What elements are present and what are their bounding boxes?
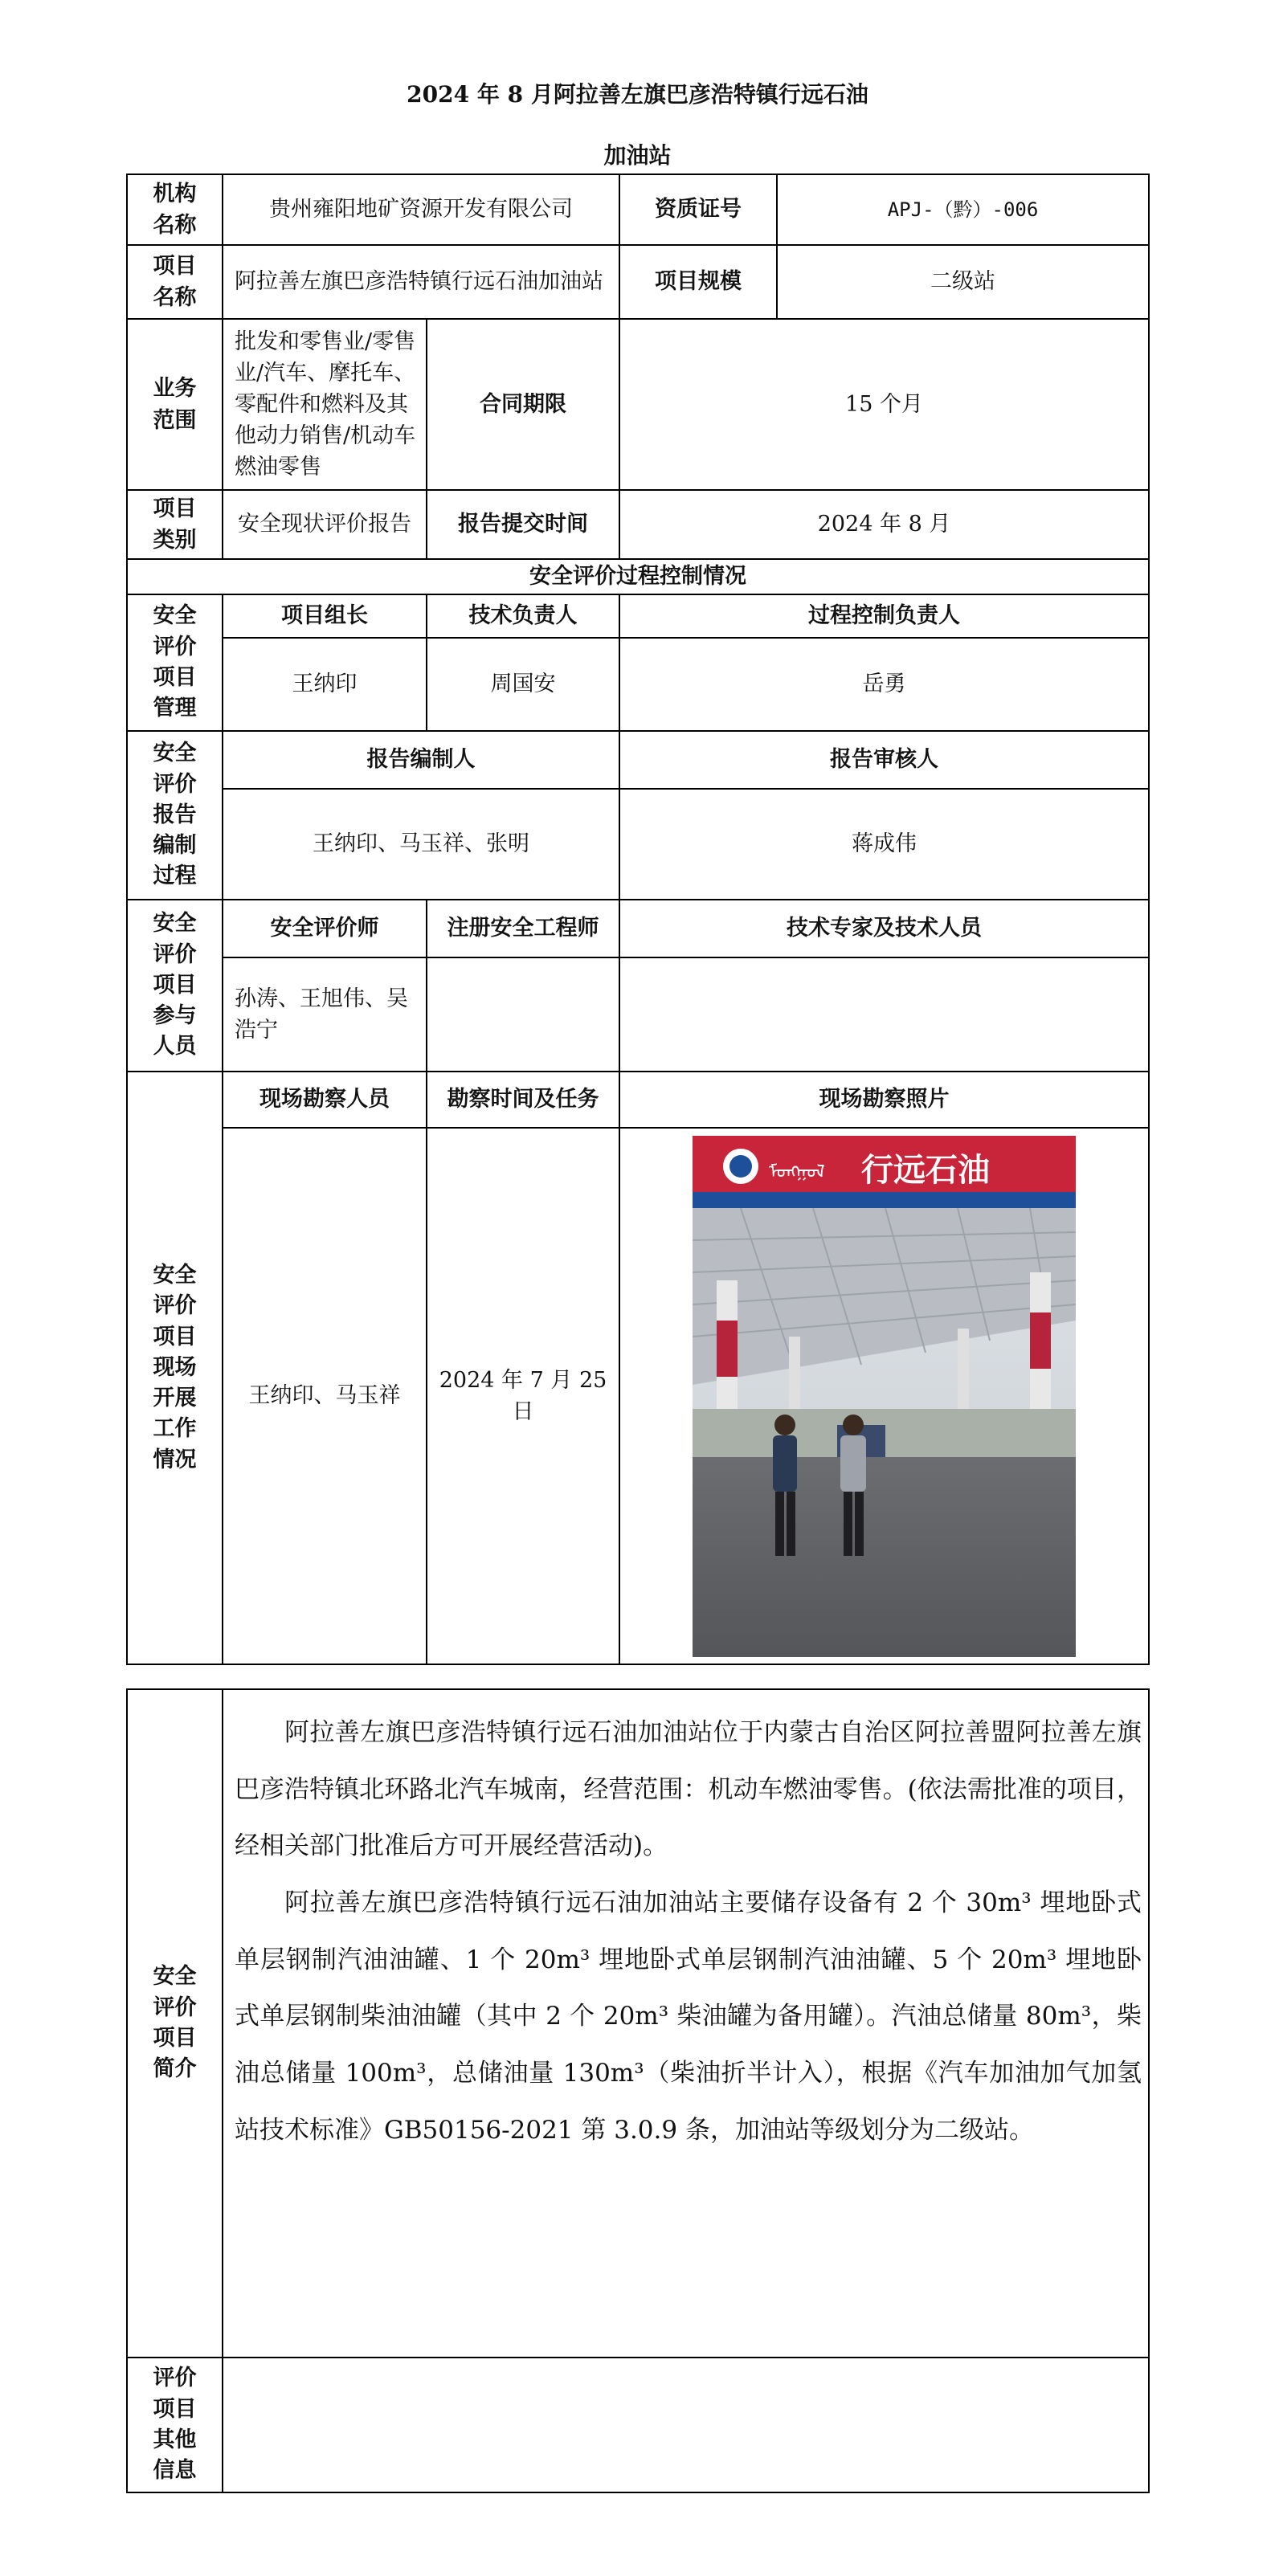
period-value: 15 个月 bbox=[619, 319, 1149, 490]
intro-table bbox=[126, 1688, 1150, 2493]
info-table bbox=[126, 174, 1150, 1665]
site-photo-cell bbox=[619, 1128, 1149, 1664]
cert-label: 资质证号 bbox=[619, 174, 777, 245]
staff-h2: 注册安全工程师 bbox=[427, 900, 619, 957]
site-h1: 现场勘察人员 bbox=[223, 1072, 427, 1128]
mgmt-h2: 技术负责人 bbox=[427, 594, 619, 638]
staff-h1: 安全评价师 bbox=[223, 900, 427, 957]
other-label: 评价 项目 其他 信息 bbox=[127, 2358, 223, 2492]
staff-v3 bbox=[619, 957, 1149, 1072]
type-value: 安全现状评价报告 bbox=[223, 490, 427, 559]
period-label: 合同期限 bbox=[427, 319, 619, 490]
scale-value: 二级站 bbox=[777, 245, 1149, 319]
report-h2: 报告审核人 bbox=[619, 731, 1149, 789]
staff-v2 bbox=[427, 957, 619, 1072]
submit-label: 报告提交时间 bbox=[427, 490, 619, 559]
intro-text bbox=[223, 1689, 1149, 2358]
site-h2: 勘察时间及任务 bbox=[427, 1072, 619, 1128]
report-label: 安全 评价 报告 编制 过程 bbox=[127, 731, 223, 900]
mgmt-h3: 过程控制负责人 bbox=[619, 594, 1149, 638]
mgmt-v3: 岳勇 bbox=[619, 638, 1149, 731]
org-label: 机构 名称 bbox=[127, 174, 223, 245]
type-label: 项目 类别 bbox=[127, 490, 223, 559]
site-v2: 2024 年 7 月 25 日 bbox=[427, 1128, 619, 1664]
intro-p1: 阿拉善左旗巴彦浩特镇行远石油加油站位于内蒙古自治区阿拉善盟阿拉善左旗巴彦浩特镇北环路北汽车城南，经营范围：机动车燃油零售。(依法需批准的项目，经相关部门批准后方可开展经营活动)。 bbox=[235, 1718, 1142, 1861]
mgmt-h1: 项目组长 bbox=[223, 594, 427, 638]
intro-p2: 阿拉善左旗巴彦浩特镇行远石油加油站主要储存设备有 2 个 30m³ 埋地卧式单层钢制汽油油罐、1 个 20m³ 埋地卧式单层钢制汽油油罐、5 个 20m³ 埋地卧式单层钢制柴油油罐（其中 2 个 20m³ 柴油罐为备用罐）。汽油总储量 80m³，柴油总储量 100m³，总储油量 130m³（柴油折半计入），根据《汽车加油加气加氢站技术标准》GB50156-2021 第 3.0.9 条，加油站等级划分为二级站。 bbox=[235, 1888, 1142, 2145]
mgmt-v1: 王纳印 bbox=[223, 638, 427, 731]
photo-sign-text: 行远石油 bbox=[861, 1151, 991, 1189]
report-h1: 报告编制人 bbox=[223, 731, 619, 789]
scope-value: 批发和零售业/零售业/汽车、摩托车、零配件和燃料及其他动力销售/机动车燃油零售 bbox=[223, 319, 427, 490]
cert-value: APJ-（黔）-006 bbox=[777, 174, 1149, 245]
site-label: 安全 评价 项目 现场 开展 工作 情况 bbox=[127, 1072, 223, 1664]
project-label: 项目 名称 bbox=[127, 245, 223, 319]
site-v1: 王纳印、马玉祥 bbox=[223, 1128, 427, 1664]
intro-label: 安全 评价 项目 简介 bbox=[127, 1689, 223, 2358]
mgmt-label: 安全 评价 项目 管理 bbox=[127, 594, 223, 731]
process-heading: 安全评价过程控制情况 bbox=[127, 559, 1149, 594]
other-value bbox=[223, 2358, 1149, 2492]
staff-v1: 孙涛、王旭伟、吴浩宁 bbox=[223, 957, 427, 1072]
scale-label: 项目规模 bbox=[619, 245, 777, 319]
scope-label: 业务 范围 bbox=[127, 319, 223, 490]
project-value: 阿拉善左旗巴彦浩特镇行远石油加油站 bbox=[223, 245, 619, 319]
doc-title-line2: 加油站 bbox=[603, 142, 672, 169]
report-v1: 王纳印、马玉祥、张明 bbox=[223, 789, 619, 900]
mgmt-v2: 周国安 bbox=[427, 638, 619, 731]
site-h3: 现场勘察照片 bbox=[619, 1072, 1149, 1128]
staff-h3: 技术专家及技术人员 bbox=[619, 900, 1149, 957]
org-value: 贵州雍阳地矿资源开发有限公司 bbox=[223, 174, 619, 245]
submit-value: 2024 年 8 月 bbox=[619, 490, 1149, 559]
doc-title-line1: 2024 年 8 月阿拉善左旗巴彦浩特镇行远石油 bbox=[407, 81, 868, 108]
report-v2: 蒋成伟 bbox=[619, 789, 1149, 900]
site-photo bbox=[693, 1136, 1076, 1657]
staff-label: 安全 评价 项目 参与 人员 bbox=[127, 900, 223, 1072]
svg-text:ᠮᠣᠩᠭᠣᠯ: ᠮᠣᠩᠭᠣᠯ bbox=[769, 1161, 825, 1182]
